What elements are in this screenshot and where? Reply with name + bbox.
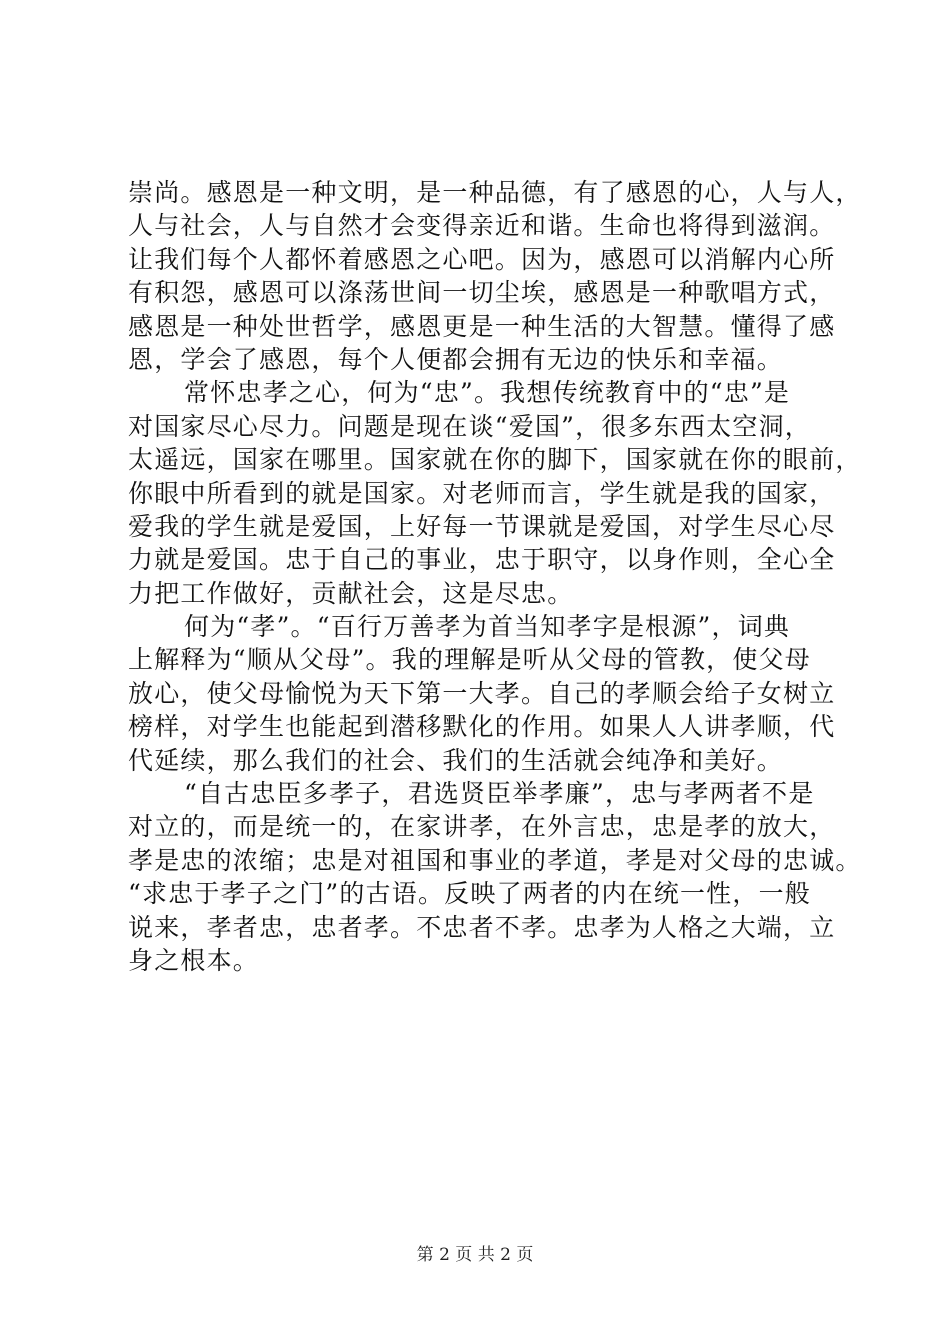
text-line: 人与社会，人与自然才会变得亲近和谐。生命也将得到滋润。: [128, 211, 836, 241]
paragraph-loyalty-and-piety: [128, 777, 862, 977]
text-line: 榜样，对学生也能起到潜移默化的作用。如果人人讲孝顺，代: [128, 712, 836, 742]
text-line: 孝是忠的浓缩；忠是对祖国和事业的孝道，孝是对父母的忠诚。: [128, 845, 862, 875]
text-line: 爱我的学生就是爱国，上好每一节课就是爱国，对学生尽心尽: [128, 511, 836, 541]
paragraph-filial-piety: [128, 610, 836, 777]
text-line: 崇尚。感恩是一种文明，是一种品德，有了感恩的心，人与人，: [128, 178, 862, 207]
text-line: 常怀忠孝之心，何为“忠”。我想传统教育中的“忠”是: [184, 378, 791, 408]
page-number-footer: 第 2 页 共 2 页: [416, 1245, 534, 1265]
paragraph-loyalty: [128, 376, 862, 610]
text-line: 让我们每个人都怀着感恩之心吧。因为，感恩可以消解内心所: [128, 244, 836, 274]
text-line: 太遥远，国家在哪里。国家就在你的脚下，国家就在你的眼前，: [128, 445, 862, 475]
text-line: 上解释为“顺从父母”。我的理解是听从父母的管教，使父母: [128, 645, 811, 675]
text-line: 对立的，而是统一的，在家讲孝，在外言忠，忠是孝的放大，: [128, 812, 836, 842]
text-line: 对国家尽心尽力。问题是现在谈“爱国”，很多东西太空洞，: [128, 411, 811, 441]
text-line: 放心，使父母愉悦为天下第一大孝。自己的孝顺会给子女树立: [128, 678, 836, 708]
text-line: 身之根本。: [128, 945, 260, 975]
text-line: “求忠于孝子之门”的古语。反映了两者的内在统一性，一般: [128, 879, 811, 909]
text-line: 你眼中所看到的就是国家。对老师而言，学生就是我的国家，: [128, 478, 836, 508]
paragraph-gratitude: [128, 176, 862, 376]
text-line: 恩，学会了感恩，每个人便都会拥有无边的快乐和幸福。: [128, 344, 784, 374]
text-line: “自古忠臣多孝子，君选贤臣举孝廉”，忠与孝两者不是: [184, 779, 815, 809]
text-line: 力就是爱国。忠于自己的事业，忠于职守，以身作则，全心全: [128, 545, 836, 575]
text-line: 感恩是一种处世哲学，感恩更是一种生活的大智慧。懂得了感: [128, 311, 836, 341]
text-line: 有积怨，感恩可以涤荡世间一切尘埃，感恩是一种歌唱方式，: [128, 278, 836, 308]
text-line: 何为“孝”。“百行万善孝为首当知孝字是根源”，词典: [184, 612, 791, 642]
text-line: 说来，孝者忠，忠者孝。不忠者不孝。忠孝为人格之大端，立: [128, 912, 836, 942]
document-body: [128, 176, 862, 977]
text-line: 代延续，那么我们的社会、我们的生活就会纯净和美好。: [128, 745, 784, 775]
text-line: 力把工作做好，贡献社会，这是尽忠。: [128, 578, 574, 608]
